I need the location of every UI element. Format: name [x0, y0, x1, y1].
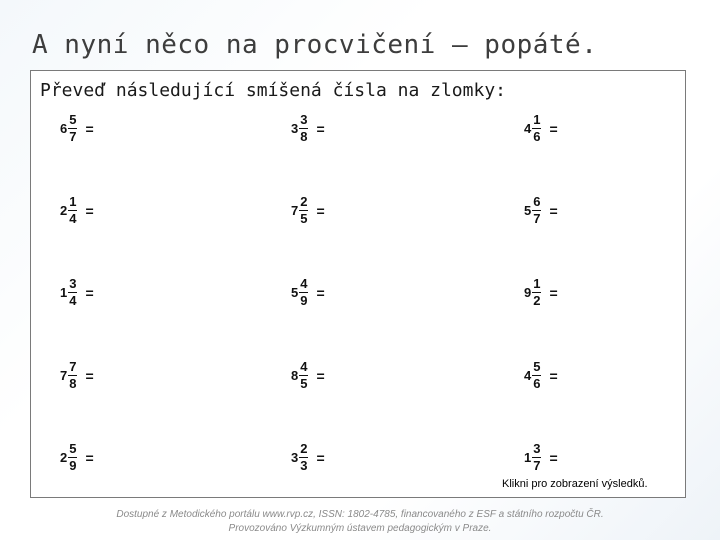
denominator: 5 — [300, 211, 308, 226]
denominator: 6 — [533, 129, 541, 144]
denominator: 2 — [533, 293, 541, 308]
equals-sign: = — [85, 367, 94, 384]
mixed-number-problem — [524, 360, 558, 391]
equals-sign: = — [85, 202, 94, 219]
mixed-number-problem — [291, 442, 325, 473]
numerator: 4 — [300, 359, 308, 374]
denominator: 5 — [300, 376, 308, 391]
footer — [0, 508, 720, 536]
mixed-number-problem — [291, 195, 325, 226]
numerator: 3 — [533, 441, 541, 456]
denominator: 7 — [533, 211, 541, 226]
numerator: 1 — [533, 112, 541, 127]
denominator: 6 — [533, 376, 541, 391]
instruction-text: Převeď následující smíšená čísla na zlomky: — [40, 80, 506, 101]
numerator: 2 — [300, 441, 308, 456]
fraction — [299, 360, 308, 391]
equals-sign: = — [316, 202, 325, 219]
whole-part: 4 — [524, 121, 532, 136]
mixed-number-problem — [291, 113, 325, 144]
fraction — [532, 195, 541, 226]
mixed-number-problem — [291, 360, 325, 391]
fraction — [68, 277, 77, 308]
numerator: 1 — [69, 194, 77, 209]
whole-part: 5 — [291, 285, 299, 300]
fraction — [299, 442, 308, 473]
mixed-number-problem — [60, 442, 94, 473]
whole-part: 6 — [60, 121, 68, 136]
whole-part: 4 — [524, 368, 532, 383]
numerator: 3 — [300, 112, 308, 127]
denominator: 7 — [69, 129, 77, 144]
mixed-number-problem — [60, 113, 94, 144]
numerator: 6 — [533, 194, 541, 209]
exercise-panel — [30, 70, 686, 498]
fraction — [299, 277, 308, 308]
show-results-link[interactable]: Klikni pro zobrazení výsledků. — [502, 478, 648, 490]
whole-part: 9 — [524, 285, 532, 300]
fraction — [68, 442, 77, 473]
fraction — [299, 113, 308, 144]
equals-sign: = — [549, 202, 558, 219]
footer-line-1: Dostupné z Metodického portálu www.rvp.cz, ISSN: 1802-4785, financovaného z ESF a státního rozpočtu ČR. — [116, 509, 604, 520]
denominator: 8 — [300, 129, 308, 144]
whole-part: 2 — [60, 450, 68, 465]
equals-sign: = — [549, 284, 558, 301]
equals-sign: = — [85, 449, 94, 466]
whole-part: 1 — [524, 450, 532, 465]
equals-sign: = — [316, 449, 325, 466]
equals-sign: = — [549, 367, 558, 384]
numerator: 5 — [533, 359, 541, 374]
denominator: 4 — [69, 211, 77, 226]
denominator: 4 — [69, 293, 77, 308]
fraction — [532, 360, 541, 391]
equals-sign: = — [316, 367, 325, 384]
numerator: 5 — [69, 112, 77, 127]
denominator: 8 — [69, 376, 77, 391]
fraction — [532, 442, 541, 473]
whole-part: 5 — [524, 203, 532, 218]
whole-part: 7 — [291, 203, 299, 218]
mixed-number-problem — [524, 113, 558, 144]
denominator: 9 — [69, 458, 77, 473]
equals-sign: = — [549, 449, 558, 466]
equals-sign: = — [85, 120, 94, 137]
whole-part: 3 — [291, 121, 299, 136]
numerator: 3 — [69, 276, 77, 291]
mixed-number-problem — [524, 277, 558, 308]
fraction — [68, 360, 77, 391]
denominator: 7 — [533, 458, 541, 473]
equals-sign: = — [85, 284, 94, 301]
footer-line-2: Provozováno Výzkumným ústavem pedagogickým v Praze. — [228, 523, 492, 534]
equals-sign: = — [549, 120, 558, 137]
whole-part: 3 — [291, 450, 299, 465]
numerator: 4 — [300, 276, 308, 291]
numerator: 1 — [533, 276, 541, 291]
whole-part: 7 — [60, 368, 68, 383]
mixed-number-problem — [524, 442, 558, 473]
fraction — [532, 113, 541, 144]
mixed-number-problem — [60, 277, 94, 308]
fraction — [532, 277, 541, 308]
fraction — [299, 195, 308, 226]
fraction — [68, 113, 77, 144]
whole-part: 2 — [60, 203, 68, 218]
whole-part: 1 — [60, 285, 68, 300]
denominator: 3 — [300, 458, 308, 473]
numerator: 2 — [300, 194, 308, 209]
page-title: A nyní něco na procvičení – popáté. — [32, 30, 598, 60]
mixed-number-problem — [60, 360, 94, 391]
mixed-number-problem — [524, 195, 558, 226]
equals-sign: = — [316, 284, 325, 301]
mixed-number-problem — [291, 277, 325, 308]
fraction — [68, 195, 77, 226]
mixed-number-problem — [60, 195, 94, 226]
numerator: 5 — [69, 441, 77, 456]
denominator: 9 — [300, 293, 308, 308]
whole-part: 8 — [291, 368, 299, 383]
numerator: 7 — [69, 359, 77, 374]
equals-sign: = — [316, 120, 325, 137]
